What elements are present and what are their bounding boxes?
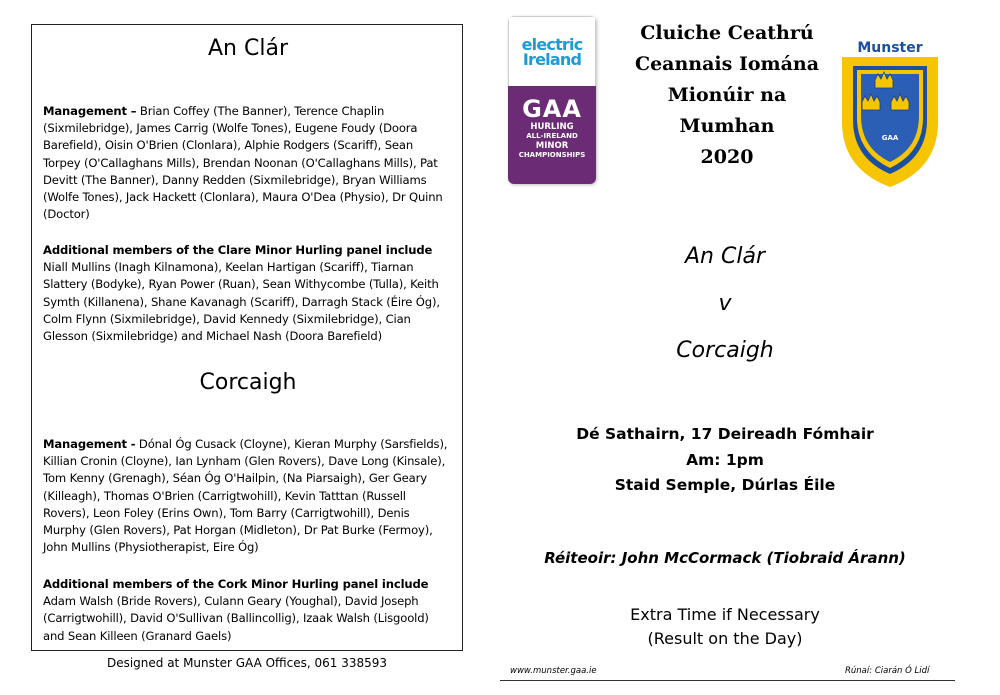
referee: Réiteoir: John McCormack (Tiobraid Árann) xyxy=(544,549,906,567)
cork-heading: Corcaigh xyxy=(199,370,297,395)
cork-management xyxy=(43,436,453,556)
electric-ireland-gaa-logo xyxy=(508,16,596,184)
secretary-credit: Rúnaí: Ciarán Ó Lidí xyxy=(845,666,930,676)
sponsor-gaa: GAA xyxy=(522,95,582,123)
design-credit: Designed at Munster GAA Offices, 061 338593 xyxy=(106,656,388,670)
clare-management-text: Brian Coffey (The Banner), Terence Chaplin (Sixmilebridge), James Carrig (Wolfe Tones), Eugene Foudy (Doora Barefield), Oisin O'Brien (Clonlara), Alphie Rodgers (Scariff), Sean Torpey (O'Callaghans Mills), Brendan Noonan (O'Callaghans Mills), Pat Devitt (The Banner), Danny Redden (Sixmilebridge), Bryan Williams (Wolfe Tones), Jack Hackett (Clonlara), Maura O'Dea (Physio), Dr Quinn (Doctor) xyxy=(43,104,443,222)
crest-gaa: GAA xyxy=(881,134,899,142)
footer-divider xyxy=(500,680,955,681)
sponsor-hurling: HURLING xyxy=(530,122,574,132)
sponsor-championships: CHAMPIONSHIPS xyxy=(518,151,586,159)
team-two: Corcaigh xyxy=(676,338,774,363)
team-lineup-panel xyxy=(31,24,463,651)
website-link[interactable]: www.munster.gaa.ie xyxy=(510,666,597,676)
cork-management-label: Management - xyxy=(43,437,136,451)
title-line-2: Ceannais Iomána xyxy=(634,53,820,75)
cork-management-text: Dónal Óg Cusack (Cloyne), Kieran Murphy (Sarsfields), Killian Cronin (Cloyne), Ian Lynham (Glen Rovers), Dave Long (Kinsale), Tom Kenny (Grenagh), Séan Óg O'Hailpin, (Na Piarsaigh), Ger Geary (Killeagh), Thomas O'Brien (Carrigtwohill), Kevin Tatttan (Russell Rovers), Leon Foley (Erins Own), Tom Barry (Carrigtwohill), Denis Murphy (Glen Rovers), Pat Horgan (Midleton), Dr Pat Burke (Fermoy), John Mullins (Physiotherapist, Eire Óg) xyxy=(43,437,448,555)
sponsor-all-ireland: ALL-IRELAND xyxy=(526,132,578,140)
cork-panel-text: Adam Walsh (Bride Rovers), Culann Geary (Youghal), David Joseph (Carrigtwohill), David O'Sullivan (Ballincollig), Izaak Walsh (Lisgoold) and Sean Killeen (Granard Gaels) xyxy=(43,594,429,643)
sponsor-minor: MINOR xyxy=(535,141,569,151)
clare-management xyxy=(43,103,453,223)
title-line-4: Mumhan xyxy=(679,115,775,137)
match-date: Dé Sathairn, 17 Deireadh Fómhair xyxy=(576,425,874,443)
match-title xyxy=(627,18,827,173)
title-line-5: 2020 xyxy=(700,146,754,168)
crest-label: Munster xyxy=(857,40,923,56)
clare-panel-text: Niall Mullins (Inagh Kilnamona), Keelan Hartigan (Scariff), Tiarnan Slattery (Bodyke), Ryan Power (Ruan), Sean Withycombe (Tulla), Keith Symth (Killanena), Shane Kavanagh (Scariff), Darragh Stack (Éire Óg), Colm Flynn (Sixmilebridge), David Kennedy (Sixmilebridge), Cian Glesson (Sixmilebridge) and Michael Nash (Doora Barefield) xyxy=(43,260,440,344)
cork-panel xyxy=(43,576,453,645)
team-one: An Clár xyxy=(685,244,765,269)
result-note: (Result on the Day) xyxy=(647,629,803,648)
sponsor-line2: Ireland xyxy=(522,49,582,69)
clare-heading: An Clár xyxy=(208,36,288,61)
clare-management-label: Management – xyxy=(43,104,137,118)
extra-time-note: Extra Time if Necessary xyxy=(630,605,820,624)
title-line-1: Cluiche Ceathrú xyxy=(640,22,814,44)
versus: v xyxy=(718,291,732,316)
sponsor-line1: electric xyxy=(521,34,583,54)
clare-panel-label: Additional members of the Clare Minor Hurling panel include xyxy=(43,243,433,257)
match-time: Am: 1pm xyxy=(686,451,764,469)
cork-panel-label: Additional members of the Cork Minor Hurling panel include xyxy=(43,577,429,591)
clare-panel xyxy=(43,242,453,345)
munster-crest-icon xyxy=(835,30,945,190)
title-line-3: Mionúir na xyxy=(667,84,787,106)
match-venue: Staid Semple, Dúrlas Éile xyxy=(614,476,836,494)
